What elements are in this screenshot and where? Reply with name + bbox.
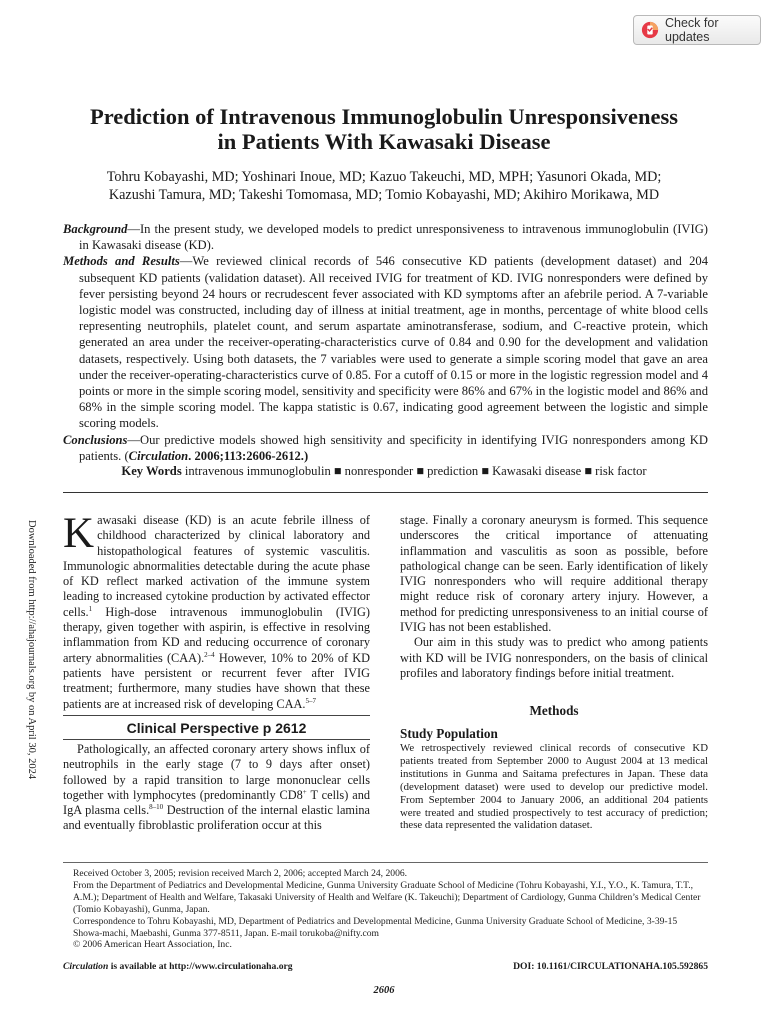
intro-paragraph: Kawasaki disease (KD) is an acute febrile illness of childhood characterized by clinical laboratory and histopathological features of systemic vasculitis. Immunologic abnormalities detectable during the acute phase of KD reflect marked activation of the immune system leading to increased cytokine production by activated effector cells.$^1$ High-dose intravenous immunoglobulin (IVIG) therapy, given together with aspirin, is effective in resolving inflammation from KD and reducing occurrence of coronary artery abnormalities (CAA).$^{2-4}$ However, 10% to 20% of KD patients have persistent or recurrent fever after IVIG treatment; furthermore, many studies have shown that these patients are at increased risk of developing CAA.$^{5-7}$ — [63, 510, 370, 711]
abstract — [63, 221, 708, 464]
divider — [63, 492, 708, 493]
abstract-methods-results: Methods and Results—We reviewed clinical records of 546 consecutive KD patients (development dataset) and 204 subsequent KD patients (validation dataset). All received IVIG for treatment of KD. IVIG nonresponders were defined by fever persisting beyond 24 hours or recrudescent fever associated with KD symptoms after an afebrile period. A 7-variable logistic model was constructed, including day of illness at initial treatment, age in months, percentage of white blood cells representing neutrophils, platelet count, and serum aspartate aminotransferase, sodium, and C-reactive protein, which generated an area under the receiver-operating-characteristics curve of 0.84 and 0.90 for the development and validation datasets, respectively. Using both datasets, the 7 variables were used to generate a simple scoring model that gave an area under the receiver-operating-characteristics curve of 0.85. For a cutoff of 0.15 or more in the logistic regression model and 4 points or more in the simple scoring model, sensitivity and specificity were 86% and 67% in the logistic model and 86% and 68% in the simple scoring model. The kappa statistic is 0.67, indicating good agreement between the logistic and simple scoring models. — [63, 254, 708, 431]
methods-heading: Methods — [529, 703, 579, 718]
doi: DOI: 10.1161/CIRCULATIONAHA.105.592865 — [513, 961, 708, 972]
drop-cap: K — [63, 510, 95, 557]
footnote-divider — [63, 862, 708, 863]
abstract-conclusions: Conclusions—Our predictive models showed high sensitivity and specificity in identifying IVIG nonresponders among KD patients. (Circulation. 2006;113:2606-2612.) — [63, 432, 708, 463]
clinical-perspective-box — [63, 715, 370, 740]
study-population-text: We retrospectively reviewed clinical records of consecutive KD patients treated from September 2000 to August 2004 at 13 medical institutions in Gunma and Saitama prefectures in Japan. These data (development dataset) were used to develop our predictive model. From September 2004 to January 2006, an additional 204 patients were treated and studied prospectively to test accuracy of prediction; these data represented the validation dataset. — [400, 742, 708, 832]
footnotes: Received October 3, 2005; revision received March 2, 2006; accepted March 24, 2006. From the Department of Pediatrics and Developmental Medicine, Gunma University Graduate School of Medicine (Tohru Kobayashi, Y.I., Y.O., K. Tamura, T.T., A.M.); Department of Health and Welfare, Takasaki University of Health and Welfare (K. Takeuchi); Department of Cardiology, Gunma Children’s Medical Center (Tomio Kobayashi), Gunma, Japan. Correspondence to Tohru Kobayashi, MD, Department of Pediatrics and Developmental Medicine, Gunma University Graduate School of Medicine, 3-39-15 Showa-machi, Maebashi, Gunma 377-8511, Japan. E-mail torukoba@nifty.com © 2006 American Heart Association, Inc. — [73, 868, 701, 951]
right-column-text: stage. Finally a coronary aneurysm is formed. This sequence underscores the critical importance of attenuating inflammation and vasculitis as soon as possible, before pathological change can be seen. Early identification of likely IVIG nonresponders who will require additional therapy might reduce risk of coronary artery injury. However, a method for predicting unresponsiveness to an initial course of IVIG has not been established. Our aim in this study was to predict who among patients with KD will be IVIG nonresponders, on the basis of clinical profiles and laboratory findings before initial treatment. — [400, 513, 708, 680]
clinical-perspective-link[interactable]: Clinical Perspective p 2612 — [126, 720, 307, 736]
article-title: Prediction of Intravenous Immunoglobulin Unresponsiveness in Patients With Kawasaki Disease — [89, 104, 678, 154]
key-words: Key Words intravenous immunoglobulin ■ nonresponder ■ prediction ■ Kawasaki disease ■ risk factor — [121, 464, 647, 478]
crossmark-icon — [641, 21, 659, 39]
journal-availability: Circulation is available at http://www.circulationaha.org — [63, 961, 293, 972]
abstract-background: Background—In the present study, we developed models to predict unresponsiveness to intravenous immunoglobulin (IVIG) in Kawasaki disease (KD). — [63, 222, 708, 253]
download-watermark: Downloaded from http://ahajournals.org by on April 30, 2024 — [26, 520, 37, 780]
journal-footer — [63, 961, 708, 972]
check-for-updates-label: Check for updates — [665, 16, 719, 44]
author-list: Tohru Kobayashi, MD; Yoshinari Inoue, MD; Kazuo Takeuchi, MD, MPH; Yasunori Okada, MD; Kazushi Tamura, MD; Takeshi Tomomasa, MD; Tomio Kobayashi, MD; Akihiro Morikawa, MD — [106, 169, 662, 203]
study-population-heading: Study Population — [400, 726, 498, 741]
check-for-updates-button[interactable] — [633, 15, 761, 45]
page-number: 2606 — [373, 985, 395, 996]
pathology-paragraph: Pathologically, an affected coronary artery shows influx of neutrophils in the early stage (7 to 9 days after onset) followed by a rapid transition to large mononuclear cells together with lymphocytes (predominantly CD8+ T cells) and IgA plasma cells.$^{8-10}$ Destruction of the internal elastic lamina and eventually fibroblastic proliferation occur at this — [63, 742, 370, 833]
